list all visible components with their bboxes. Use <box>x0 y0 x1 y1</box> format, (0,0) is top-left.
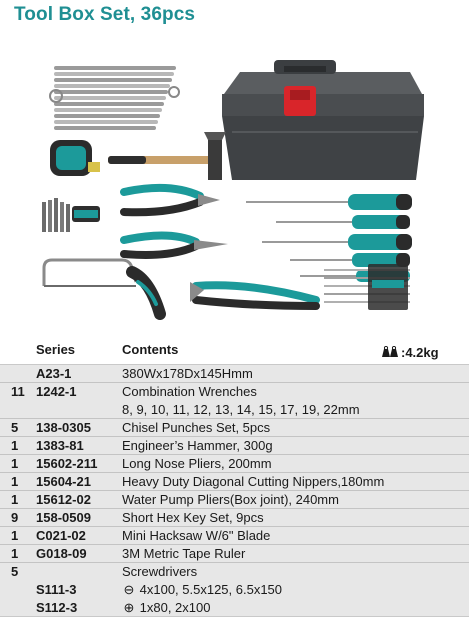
row-qty: 1 <box>11 474 19 489</box>
row-qty: 1 <box>11 492 19 507</box>
row-contents: 8, 9, 10, 11, 12, 13, 14, 15, 17, 19, 22mm <box>122 402 360 417</box>
table-row <box>0 599 469 617</box>
row-contents: Long Nose Pliers, 200mm <box>122 456 272 471</box>
water-pump-pliers-icon <box>190 282 316 306</box>
row-series: S111-3 <box>36 582 77 597</box>
row-contents: Engineer’s Hammer, 300g <box>122 438 273 453</box>
table-row <box>0 563 469 581</box>
product-illustration <box>0 32 469 337</box>
table-row <box>0 365 469 383</box>
row-qty: 5 <box>11 420 19 435</box>
row-contents: 3M Metric Tape Ruler <box>122 546 246 561</box>
row-contents: Chisel Punches Set, 5pcs <box>122 420 271 435</box>
series-column-header: Series <box>36 342 76 357</box>
row-contents <box>122 599 467 617</box>
row-qty: 11 <box>11 384 25 399</box>
row-contents: Screwdrivers <box>122 564 198 579</box>
row-qty: 9 <box>11 510 19 525</box>
weight-label <box>381 342 439 362</box>
row-qty: 5 <box>11 564 19 579</box>
table-row <box>0 419 469 437</box>
row-contents: Mini Hacksaw W/6" Blade <box>122 528 271 543</box>
table-row <box>0 401 469 419</box>
row-series: S112-3 <box>36 600 78 615</box>
row-qty: 1 <box>11 528 19 543</box>
hammer-icon <box>108 132 226 180</box>
diagonal-nippers-icon <box>124 188 220 212</box>
weight-icon <box>381 346 399 358</box>
row-contents: Short Hex Key Set, 9pcs <box>122 510 264 525</box>
row-contents: 380Wx178Dx145Hmm <box>122 366 253 381</box>
table-row <box>0 383 469 401</box>
row-contents: Heavy Duty Diagonal Cutting Nippers,180mm <box>122 474 385 489</box>
row-series: A23-1 <box>36 366 72 381</box>
slotted-screwdriver-icon: ⊖ <box>123 582 135 597</box>
table-row <box>0 455 469 473</box>
row-contents: Combination Wrenches <box>122 384 257 399</box>
row-series: 1242-1 <box>36 384 77 399</box>
row-series: 15602-211 <box>36 456 98 471</box>
hacksaw-icon <box>44 260 160 314</box>
row-series: 15604-21 <box>36 474 91 489</box>
long-nose-pliers-icon <box>124 235 228 255</box>
row-contents: Water Pump Pliers(Box joint), 240mm <box>122 492 339 507</box>
row-contents-text: 4x100, 5.5x125, 6.5x150 <box>139 582 283 597</box>
weight-value: :4.2kg <box>401 344 439 360</box>
row-series: 15612-02 <box>36 492 91 507</box>
table-row <box>0 473 469 491</box>
table-row <box>0 491 469 509</box>
row-series: 1383-81 <box>36 438 84 453</box>
table-row <box>0 437 469 455</box>
tape-measure-icon <box>50 140 100 176</box>
table-row <box>0 581 469 599</box>
row-qty: 1 <box>11 456 19 471</box>
row-qty: 1 <box>11 546 19 561</box>
chisel-punches-icon <box>324 264 410 310</box>
contents-table <box>0 364 469 617</box>
table-row <box>0 545 469 563</box>
hex-key-set-icon <box>42 198 100 232</box>
row-series: 158-0509 <box>36 510 91 525</box>
row-qty: 1 <box>11 438 19 453</box>
phillips-screwdriver-icon: ⊕ <box>123 600 135 615</box>
combination-wrenches-icon <box>50 66 179 130</box>
row-contents-text: 1x80, 2x100 <box>139 600 211 615</box>
row-series: 138-0305 <box>36 420 91 435</box>
contents-column-header: Contents <box>122 342 179 357</box>
row-series: G018-09 <box>36 546 87 561</box>
table-row <box>0 527 469 545</box>
tool-box-icon <box>222 60 424 180</box>
row-series: C021-02 <box>36 528 86 543</box>
table-row <box>0 509 469 527</box>
row-contents <box>122 581 467 599</box>
page-title: Tool Box Set, 36pcs <box>14 4 196 25</box>
